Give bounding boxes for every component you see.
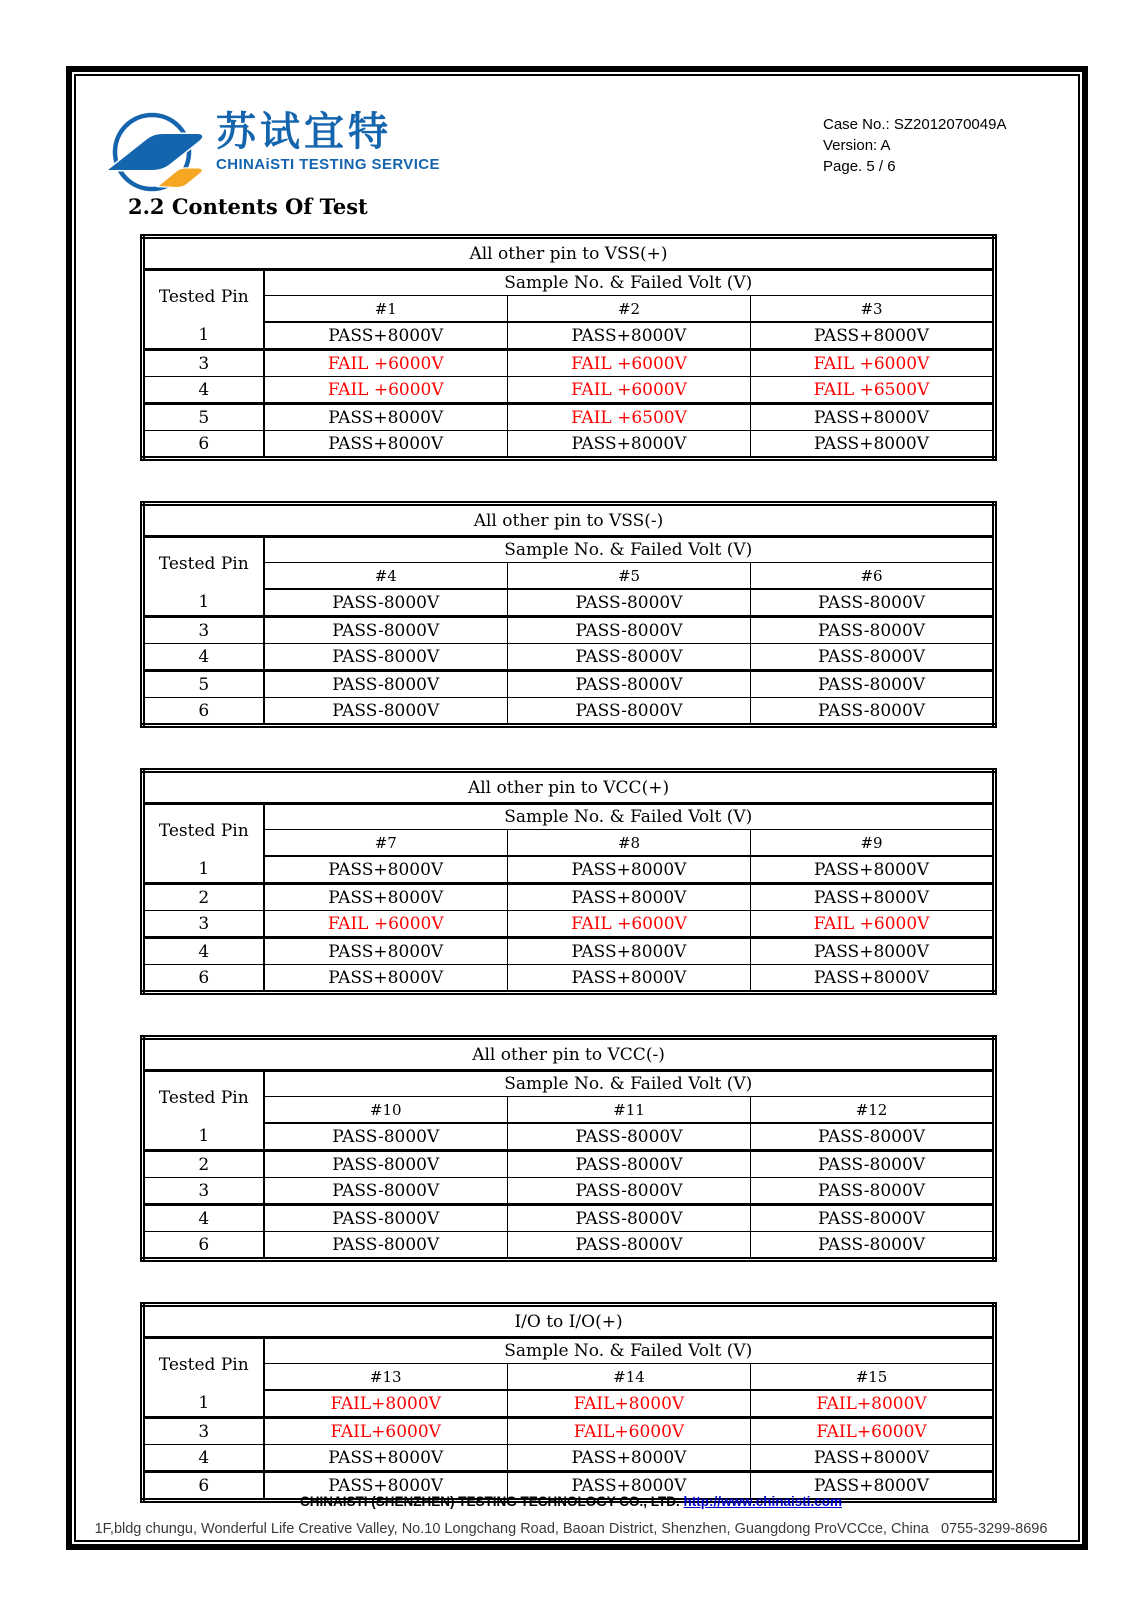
pass-result-cell: PASS+8000V <box>751 856 995 884</box>
pass-result-cell: PASS-8000V <box>751 1178 995 1205</box>
table-row <box>143 377 995 404</box>
pass-result-cell: PASS+8000V <box>264 1445 508 1472</box>
sample-number-header: #5 <box>508 563 751 590</box>
table-title: All other pin to VCC(-) <box>143 1038 995 1071</box>
tested-pin-cell: 3 <box>143 350 264 377</box>
sample-number-header: #6 <box>751 563 995 590</box>
tested-pin-cell: 5 <box>143 671 264 698</box>
tested-pin-cell: 5 <box>143 404 264 431</box>
fail-result-cell: FAIL +6000V <box>264 377 508 404</box>
sample-number-header: #15 <box>751 1364 995 1391</box>
pass-result-cell: PASS-8000V <box>751 1151 995 1178</box>
footer-company-name: CHINAISTI (SHENZHEN) TESTING TECHNOLOGY CO., LTD. <box>299 1494 684 1509</box>
tested-pin-cell: 3 <box>143 617 264 644</box>
fail-result-cell: FAIL +6500V <box>508 404 751 431</box>
tested-pin-cell: 4 <box>143 377 264 404</box>
sample-number-header: #11 <box>508 1097 751 1124</box>
sample-number-header: #9 <box>751 830 995 857</box>
table-row <box>143 1151 995 1178</box>
table-row <box>143 965 995 993</box>
tested-pin-cell: 4 <box>143 938 264 965</box>
fail-result-cell: FAIL+6000V <box>508 1418 751 1445</box>
pass-result-cell: PASS+8000V <box>264 322 508 350</box>
pass-result-cell: PASS-8000V <box>264 644 508 671</box>
tested-pin-cell: 1 <box>143 1390 264 1418</box>
pass-result-cell: PASS+8000V <box>508 884 751 911</box>
sample-number-header: #1 <box>264 296 508 323</box>
fail-result-cell: FAIL+6000V <box>264 1418 508 1445</box>
table-row <box>143 1445 995 1472</box>
pass-result-cell: PASS+8000V <box>264 1472 508 1501</box>
sample-number-header: #3 <box>751 296 995 323</box>
sample-number-header: #8 <box>508 830 751 857</box>
tested-pin-cell: 6 <box>143 1472 264 1501</box>
tested-pin-cell: 1 <box>143 856 264 884</box>
table-row <box>143 404 995 431</box>
table-row <box>143 911 995 938</box>
table-row <box>143 589 995 617</box>
pass-result-cell: PASS-8000V <box>751 671 995 698</box>
pass-result-cell: PASS-8000V <box>508 644 751 671</box>
company-logo <box>104 108 440 192</box>
table-row <box>143 617 995 644</box>
table-title: All other pin to VCC(+) <box>143 771 995 804</box>
test-table-1 <box>140 234 997 461</box>
pass-result-cell: PASS-8000V <box>508 1123 751 1151</box>
sample-number-header: #13 <box>264 1364 508 1391</box>
fail-result-cell: FAIL +6500V <box>751 377 995 404</box>
tested-pin-header: Tested Pin <box>143 270 264 323</box>
pass-result-cell: PASS-8000V <box>264 698 508 726</box>
table-row <box>143 350 995 377</box>
pass-result-cell: PASS+8000V <box>508 965 751 993</box>
tested-pin-header: Tested Pin <box>143 537 264 590</box>
pass-result-cell: PASS-8000V <box>508 1232 751 1260</box>
sample-number-header: #10 <box>264 1097 508 1124</box>
table-row <box>143 1390 995 1418</box>
tested-pin-cell: 4 <box>143 644 264 671</box>
tested-pin-cell: 6 <box>143 965 264 993</box>
pass-result-cell: PASS+8000V <box>264 938 508 965</box>
table-row <box>143 698 995 726</box>
pass-result-cell: PASS+8000V <box>751 1445 995 1472</box>
pass-result-cell: PASS+8000V <box>751 884 995 911</box>
footer-address-line: 1F,bldg chungu, Wonderful Life Creative Valley, No.10 Longchang Road, Baoan District, Shenzhen, Guangdong ProVCCce, China 0755-3299-8696 <box>94 1521 1048 1537</box>
sample-volt-header: Sample No. & Failed Volt (V) <box>264 1071 995 1097</box>
tested-pin-cell: 1 <box>143 589 264 617</box>
tested-pin-cell: 3 <box>143 911 264 938</box>
fail-result-cell: FAIL +6000V <box>264 350 508 377</box>
sample-number-header: #4 <box>264 563 508 590</box>
table-row <box>143 1232 995 1260</box>
footer-website-link[interactable]: http://www.chinaisti.com <box>683 1494 843 1509</box>
fail-result-cell: FAIL +6000V <box>508 350 751 377</box>
table-row <box>143 1178 995 1205</box>
pass-result-cell: PASS-8000V <box>264 617 508 644</box>
test-table-2 <box>140 501 997 728</box>
pass-result-cell: PASS+8000V <box>751 404 995 431</box>
table-row <box>143 884 995 911</box>
sample-number-header: #7 <box>264 830 508 857</box>
tested-pin-cell: 1 <box>143 1123 264 1151</box>
sample-volt-header: Sample No. & Failed Volt (V) <box>264 1338 995 1364</box>
version: Version: A <box>823 137 891 154</box>
page-number: Page. 5 / 6 <box>823 158 896 175</box>
fail-result-cell: FAIL +6000V <box>508 911 751 938</box>
pass-result-cell: PASS+8000V <box>264 884 508 911</box>
pass-result-cell: PASS-8000V <box>751 1232 995 1260</box>
table-row <box>143 1123 995 1151</box>
sample-volt-header: Sample No. & Failed Volt (V) <box>264 804 995 830</box>
pass-result-cell: PASS+8000V <box>264 856 508 884</box>
table-title: All other pin to VSS(+) <box>143 237 995 270</box>
pass-result-cell: PASS+8000V <box>751 938 995 965</box>
test-result-tables <box>140 234 993 1543</box>
tested-pin-cell: 2 <box>143 1151 264 1178</box>
table-row <box>143 431 995 459</box>
pass-result-cell: PASS-8000V <box>264 1205 508 1232</box>
tested-pin-cell: 6 <box>143 698 264 726</box>
tested-pin-cell: 6 <box>143 1232 264 1260</box>
pass-result-cell: PASS+8000V <box>508 1472 751 1501</box>
pass-result-cell: PASS+8000V <box>264 965 508 993</box>
pass-result-cell: PASS+8000V <box>751 322 995 350</box>
pass-result-cell: PASS-8000V <box>751 589 995 617</box>
pass-result-cell: PASS+8000V <box>508 322 751 350</box>
pass-result-cell: PASS-8000V <box>508 617 751 644</box>
test-table-5 <box>140 1302 997 1503</box>
pass-result-cell: PASS-8000V <box>264 1232 508 1260</box>
fail-result-cell: FAIL +6000V <box>751 350 995 377</box>
table-row <box>143 671 995 698</box>
fail-result-cell: FAIL+8000V <box>264 1390 508 1418</box>
tested-pin-cell: 3 <box>143 1418 264 1445</box>
fail-result-cell: FAIL +6000V <box>264 911 508 938</box>
sample-volt-header: Sample No. & Failed Volt (V) <box>264 270 995 296</box>
pass-result-cell: PASS-8000V <box>508 698 751 726</box>
fail-result-cell: FAIL+8000V <box>508 1390 751 1418</box>
pass-result-cell: PASS-8000V <box>264 589 508 617</box>
pass-result-cell: PASS+8000V <box>751 431 995 459</box>
pass-result-cell: PASS-8000V <box>751 1205 995 1232</box>
case-info-block <box>823 114 1006 177</box>
pass-result-cell: PASS+8000V <box>264 431 508 459</box>
case-number: Case No.: SZ2012070049A <box>823 116 1007 133</box>
sample-number-header: #14 <box>508 1364 751 1391</box>
tested-pin-header: Tested Pin <box>143 1338 264 1391</box>
pass-result-cell: PASS-8000V <box>508 1178 751 1205</box>
fail-result-cell: FAIL +6000V <box>751 911 995 938</box>
test-table-3 <box>140 768 997 995</box>
pass-result-cell: PASS-8000V <box>508 1151 751 1178</box>
pass-result-cell: PASS+8000V <box>264 404 508 431</box>
tested-pin-header: Tested Pin <box>143 804 264 857</box>
pass-result-cell: PASS-8000V <box>508 589 751 617</box>
footer-company-line <box>66 1494 1076 1509</box>
tested-pin-header: Tested Pin <box>143 1071 264 1124</box>
table-title: All other pin to VSS(-) <box>143 504 995 537</box>
tested-pin-cell: 4 <box>143 1205 264 1232</box>
fail-result-cell: FAIL+6000V <box>751 1418 995 1445</box>
pass-result-cell: PASS+8000V <box>508 856 751 884</box>
tested-pin-cell: 1 <box>143 322 264 350</box>
tested-pin-cell: 6 <box>143 431 264 459</box>
table-row <box>143 938 995 965</box>
fail-result-cell: FAIL+8000V <box>751 1390 995 1418</box>
pass-result-cell: PASS-8000V <box>751 617 995 644</box>
table-row <box>143 856 995 884</box>
section-title: 2.2 Contents Of Test <box>128 194 368 219</box>
logo-english-name: CHINAiSTI TESTING SERVICE <box>216 156 440 173</box>
sample-volt-header: Sample No. & Failed Volt (V) <box>264 537 995 563</box>
pass-result-cell: PASS-8000V <box>264 1123 508 1151</box>
table-title: I/O to I/O(+) <box>143 1305 995 1338</box>
table-row <box>143 1205 995 1232</box>
tested-pin-cell: 4 <box>143 1445 264 1472</box>
pass-result-cell: PASS-8000V <box>264 671 508 698</box>
pass-result-cell: PASS-8000V <box>508 671 751 698</box>
logo-swoosh-icon <box>104 108 206 192</box>
fail-result-cell: FAIL +6000V <box>508 377 751 404</box>
test-table-4 <box>140 1035 997 1262</box>
table-row <box>143 1418 995 1445</box>
tested-pin-cell: 2 <box>143 884 264 911</box>
pass-result-cell: PASS-8000V <box>508 1205 751 1232</box>
pass-result-cell: PASS-8000V <box>751 1123 995 1151</box>
pass-result-cell: PASS+8000V <box>508 1445 751 1472</box>
pass-result-cell: PASS+8000V <box>508 431 751 459</box>
tested-pin-cell: 3 <box>143 1178 264 1205</box>
sample-number-header: #12 <box>751 1097 995 1124</box>
pass-result-cell: PASS+8000V <box>751 1472 995 1501</box>
pass-result-cell: PASS-8000V <box>264 1151 508 1178</box>
logo-chinese-name: 苏试宜特 <box>216 109 392 155</box>
pass-result-cell: PASS+8000V <box>508 938 751 965</box>
sample-number-header: #2 <box>508 296 751 323</box>
pass-result-cell: PASS-8000V <box>264 1178 508 1205</box>
table-row <box>143 322 995 350</box>
pass-result-cell: PASS-8000V <box>751 644 995 671</box>
pass-result-cell: PASS+8000V <box>751 965 995 993</box>
table-row <box>143 644 995 671</box>
pass-result-cell: PASS-8000V <box>751 698 995 726</box>
